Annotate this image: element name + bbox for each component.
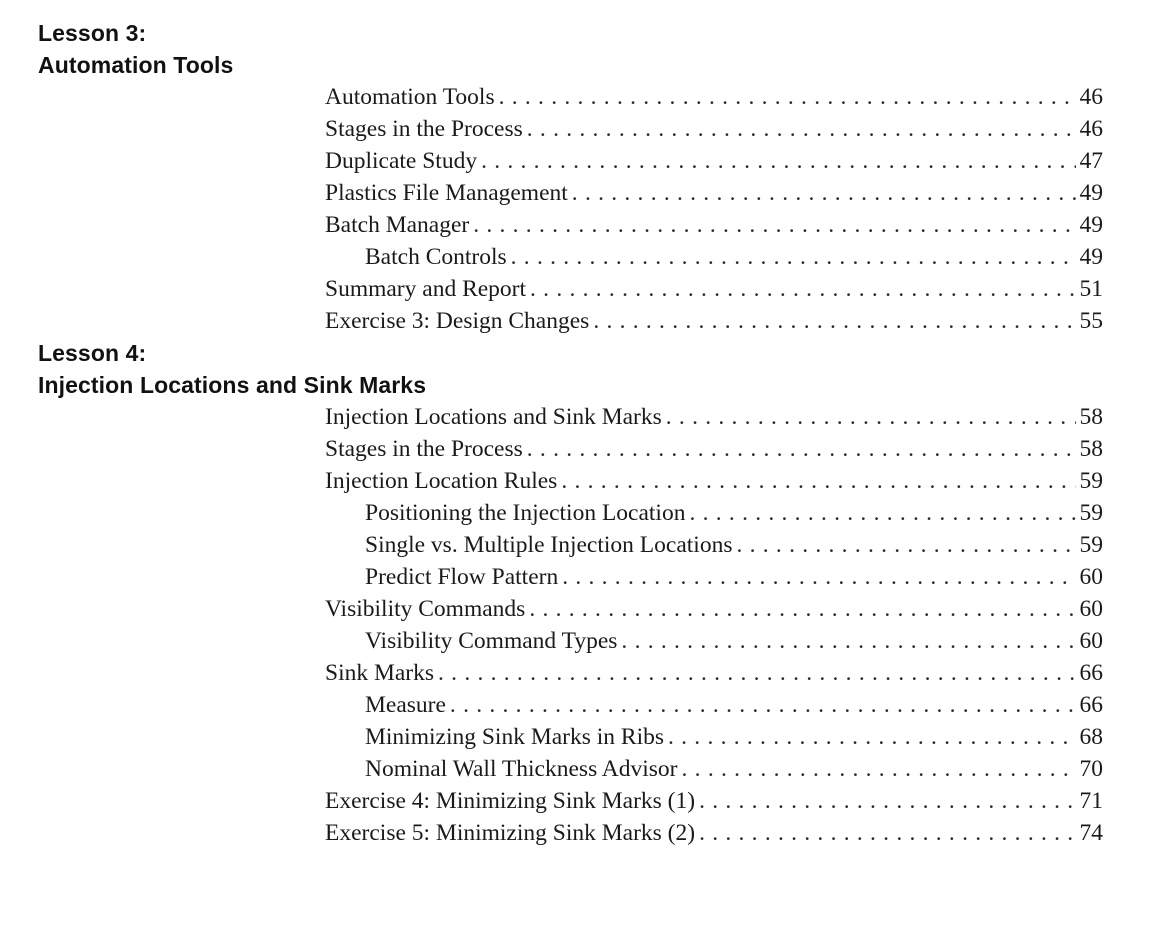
dot-leader bbox=[689, 497, 1075, 529]
toc-entry-page: 51 bbox=[1079, 276, 1103, 302]
dot-leader bbox=[527, 113, 1076, 145]
toc-entry-title: Batch Controls bbox=[365, 244, 507, 270]
toc-entry-page: 66 bbox=[1079, 692, 1103, 718]
toc-entry-page: 49 bbox=[1079, 244, 1103, 270]
dot-leader bbox=[438, 657, 1075, 689]
toc-entry-page: 71 bbox=[1079, 788, 1103, 814]
toc-subentry[interactable] bbox=[325, 689, 1103, 721]
dot-leader bbox=[529, 593, 1075, 625]
toc-entry-page: 70 bbox=[1079, 756, 1103, 782]
toc-entry-title: Visibility Commands bbox=[325, 596, 526, 622]
dot-leader bbox=[450, 689, 1076, 721]
toc-entry-page: 55 bbox=[1079, 308, 1103, 334]
toc-entry-page: 49 bbox=[1079, 180, 1103, 206]
toc-entry-title: Injection Location Rules bbox=[325, 468, 558, 494]
toc-entry-page: 46 bbox=[1079, 116, 1103, 142]
toc-entry-page: 59 bbox=[1079, 532, 1103, 558]
toc-entry-title: Exercise 5: Minimizing Sink Marks (2) bbox=[325, 820, 696, 846]
lesson-4-label: Lesson 4: bbox=[38, 340, 147, 366]
toc-entry[interactable] bbox=[325, 145, 1103, 177]
toc-entry-title: Exercise 3: Design Changes bbox=[325, 308, 590, 334]
dot-leader bbox=[562, 561, 1075, 593]
lesson-3-title: Automation Tools bbox=[38, 52, 234, 78]
toc-subentry[interactable] bbox=[325, 753, 1103, 785]
dot-leader bbox=[481, 145, 1075, 177]
toc-entry-title: Automation Tools bbox=[325, 84, 495, 110]
toc-entry[interactable] bbox=[325, 401, 1103, 433]
toc-entry-title: Injection Locations and Sink Marks bbox=[325, 404, 662, 430]
lesson-3-toc-list bbox=[325, 81, 1103, 337]
dot-leader bbox=[699, 785, 1075, 817]
toc-entry[interactable] bbox=[325, 113, 1103, 145]
toc-entry[interactable] bbox=[325, 177, 1103, 209]
toc-entry[interactable] bbox=[325, 273, 1103, 305]
toc-entry-title: Nominal Wall Thickness Advisor bbox=[365, 756, 678, 782]
toc-entry[interactable] bbox=[325, 593, 1103, 625]
toc-entry-title: Plastics File Management bbox=[325, 180, 568, 206]
toc-entry-title: Measure bbox=[365, 692, 446, 718]
dot-leader bbox=[682, 753, 1076, 785]
lesson-3-heading bbox=[38, 17, 233, 81]
toc-entry[interactable] bbox=[325, 305, 1103, 337]
dot-leader bbox=[527, 433, 1076, 465]
toc-entry-title: Stages in the Process bbox=[325, 116, 523, 142]
toc-entry-title: Summary and Report bbox=[325, 276, 527, 302]
toc-subentry[interactable] bbox=[325, 529, 1103, 561]
toc-entry-page: 59 bbox=[1079, 468, 1103, 494]
toc-entry-page: 49 bbox=[1079, 212, 1103, 238]
toc-entry-title: Visibility Command Types bbox=[365, 628, 618, 654]
toc-entry-page: 58 bbox=[1079, 436, 1103, 462]
dot-leader bbox=[593, 305, 1075, 337]
toc-entry[interactable] bbox=[325, 785, 1103, 817]
toc-subentry[interactable] bbox=[325, 561, 1103, 593]
lesson-4-toc-list bbox=[325, 401, 1103, 849]
toc-entry-page: 59 bbox=[1079, 500, 1103, 526]
dot-leader bbox=[530, 273, 1075, 305]
dot-leader bbox=[666, 401, 1076, 433]
toc-entry-title: Minimizing Sink Marks in Ribs bbox=[365, 724, 664, 750]
toc-entry-title: Single vs. Multiple Injection Locations bbox=[365, 532, 733, 558]
toc-entry-title: Positioning the Injection Location bbox=[365, 500, 686, 526]
lesson-4-heading bbox=[38, 337, 426, 401]
toc-entry[interactable] bbox=[325, 209, 1103, 241]
toc-entry-title: Stages in the Process bbox=[325, 436, 523, 462]
toc-entry[interactable] bbox=[325, 817, 1103, 849]
toc-subentry[interactable] bbox=[325, 721, 1103, 753]
toc-subentry[interactable] bbox=[325, 497, 1103, 529]
toc-entry-page: 60 bbox=[1079, 628, 1103, 654]
toc-entry[interactable] bbox=[325, 433, 1103, 465]
dot-leader bbox=[699, 817, 1075, 849]
toc-entry-title: Duplicate Study bbox=[325, 148, 478, 174]
toc-subentry[interactable] bbox=[325, 625, 1103, 657]
toc-entry[interactable] bbox=[325, 465, 1103, 497]
toc-entry-page: 46 bbox=[1079, 84, 1103, 110]
toc-entry-page: 60 bbox=[1079, 564, 1103, 590]
toc-subentry[interactable] bbox=[325, 241, 1103, 273]
dot-leader bbox=[511, 241, 1076, 273]
dot-leader bbox=[499, 81, 1076, 113]
toc-entry-page: 74 bbox=[1079, 820, 1103, 846]
toc-entry-page: 68 bbox=[1079, 724, 1103, 750]
lesson-3-label: Lesson 3: bbox=[38, 20, 147, 46]
toc-entry-page: 58 bbox=[1079, 404, 1103, 430]
dot-leader bbox=[621, 625, 1075, 657]
dot-leader bbox=[736, 529, 1075, 561]
toc-entry[interactable] bbox=[325, 657, 1103, 689]
toc-entry[interactable] bbox=[325, 81, 1103, 113]
dot-leader bbox=[561, 465, 1075, 497]
toc-entry-page: 47 bbox=[1079, 148, 1103, 174]
toc-entry-title: Predict Flow Pattern bbox=[365, 564, 559, 590]
lesson-4-title: Injection Locations and Sink Marks bbox=[38, 372, 427, 398]
dot-leader bbox=[473, 209, 1075, 241]
dot-leader bbox=[668, 721, 1076, 753]
toc-entry-title: Sink Marks bbox=[325, 660, 435, 686]
toc-entry-page: 66 bbox=[1079, 660, 1103, 686]
toc-entry-title: Batch Manager bbox=[325, 212, 470, 238]
toc-entry-page: 60 bbox=[1079, 596, 1103, 622]
toc-entry-title: Exercise 4: Minimizing Sink Marks (1) bbox=[325, 788, 696, 814]
dot-leader bbox=[572, 177, 1076, 209]
